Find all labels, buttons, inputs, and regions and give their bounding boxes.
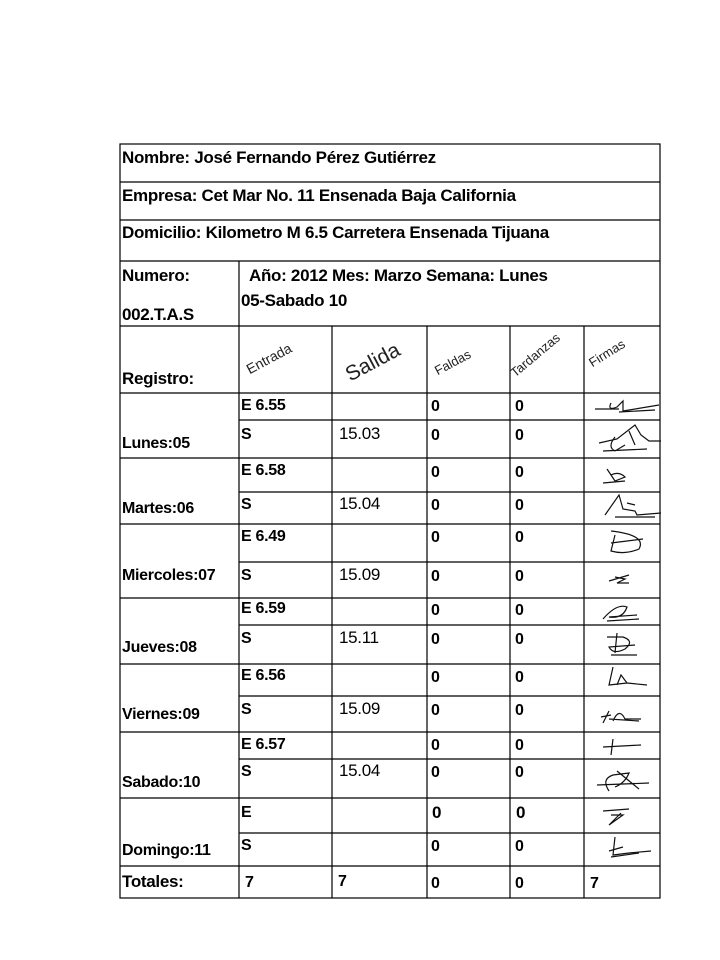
signature-mark [589, 801, 661, 831]
address: Domicilio: Kilometro M 6.5 Carretera Ensenada Tijuana [122, 223, 549, 242]
entrada-cell: E [241, 804, 252, 821]
tardanzas-cell: 0 [515, 737, 524, 754]
salida-cell: 15.04 [339, 494, 381, 513]
totals-tardanzas: 0 [515, 875, 524, 892]
faltas-cell: 0 [431, 669, 440, 686]
tardanzas-cell: 0 [515, 631, 524, 648]
signature-mark [589, 525, 661, 559]
tardanzas-cell: 0 [516, 803, 526, 822]
salida-mark-cell: S [241, 630, 252, 647]
totals-firmas: 7 [590, 875, 599, 892]
tardanzas-cell: 0 [515, 764, 524, 781]
numero-label: Numero: [122, 266, 190, 285]
faltas-cell: 0 [431, 631, 440, 648]
day-label: Martes:06 [122, 500, 195, 517]
salida-mark-cell: S [241, 701, 252, 718]
tardanzas-cell: 0 [515, 669, 524, 686]
faltas-cell: 0 [431, 529, 440, 546]
signature-mark [589, 421, 661, 459]
signature-mark [589, 663, 661, 697]
signature-mark [589, 761, 661, 799]
entrada-cell: E 6.58 [241, 462, 286, 479]
faltas-cell: 0 [431, 602, 440, 619]
column-header-salida: Salida [341, 338, 405, 387]
employee-name: Nombre: José Fernando Pérez Gutiérrez [122, 148, 436, 167]
table-grid [119, 143, 661, 899]
tardanzas-cell: 0 [515, 838, 524, 855]
salida-cell: 15.03 [339, 424, 381, 443]
faltas-cell: 0 [431, 497, 440, 514]
signature-mark [589, 395, 661, 419]
totals-label: Totales: [122, 872, 184, 891]
column-header-tardanzas: Tardanzas [507, 329, 563, 380]
totals-faltas: 0 [431, 875, 440, 892]
tardanzas-cell: 0 [515, 702, 524, 719]
faltas-cell: 0 [431, 464, 440, 481]
day-label: Lunes:05 [122, 435, 190, 452]
signature-mark [589, 833, 661, 867]
signature-mark [589, 733, 661, 759]
faltas-cell: 0 [431, 427, 440, 444]
period-line-2: 05-Sabado 10 [241, 291, 348, 310]
signature-mark [589, 599, 661, 625]
salida-mark-cell: S [241, 837, 252, 854]
day-label: Jueves:08 [122, 639, 197, 656]
entrada-cell: E 6.59 [241, 600, 286, 617]
tardanzas-cell: 0 [515, 497, 524, 514]
salida-cell: 15.11 [339, 628, 379, 647]
tardanzas-cell: 0 [515, 398, 524, 415]
entrada-cell: E 6.49 [241, 528, 286, 545]
tardanzas-cell: 0 [515, 568, 524, 585]
day-label: Domingo:11 [122, 842, 211, 859]
period-line-1: Año: 2012 Mes: Marzo Semana: Lunes [249, 266, 548, 285]
tardanzas-cell: 0 [515, 529, 524, 546]
entrada-cell: E 6.55 [241, 397, 286, 414]
signature-mark [589, 563, 661, 597]
faltas-cell: 0 [431, 838, 440, 855]
signature-mark [589, 491, 661, 525]
signature-mark [589, 699, 661, 733]
attendance-sheet [119, 143, 661, 899]
salida-mark-cell: S [241, 426, 252, 443]
faltas-cell: 0 [431, 764, 440, 781]
faltas-cell: 0 [431, 568, 440, 585]
entrada-cell: E 6.56 [241, 667, 286, 684]
totals-entrada: 7 [245, 874, 254, 891]
tardanzas-cell: 0 [515, 464, 524, 481]
day-label: Viernes:09 [122, 706, 200, 723]
entrada-cell: E 6.57 [241, 736, 286, 753]
column-header-entrada: Entrada [243, 339, 295, 377]
faltas-cell: 0 [432, 803, 442, 822]
salida-mark-cell: S [241, 763, 252, 780]
numero-value: 002.T.A.S [122, 305, 194, 324]
salida-cell: 15.04 [339, 761, 381, 780]
signature-mark [589, 461, 661, 491]
tardanzas-cell: 0 [515, 602, 524, 619]
salida-cell: 15.09 [339, 565, 381, 584]
signature-mark [589, 627, 661, 661]
tardanzas-cell: 0 [515, 427, 524, 444]
faltas-cell: 0 [431, 398, 440, 415]
faltas-cell: 0 [431, 737, 440, 754]
salida-mark-cell: S [241, 496, 252, 513]
salida-mark-cell: S [241, 567, 252, 584]
column-header-firmas: Firmas [586, 336, 628, 370]
day-label: Sabado:10 [122, 774, 201, 791]
faltas-cell: 0 [431, 702, 440, 719]
salida-cell: 15.09 [339, 699, 381, 718]
totals-salida: 7 [338, 873, 347, 890]
registro-label: Registro: [122, 369, 194, 388]
column-header-faltas: Faldas [431, 346, 474, 378]
company: Empresa: Cet Mar No. 11 Ensenada Baja California [122, 186, 516, 205]
day-label: Miercoles:07 [122, 567, 216, 584]
